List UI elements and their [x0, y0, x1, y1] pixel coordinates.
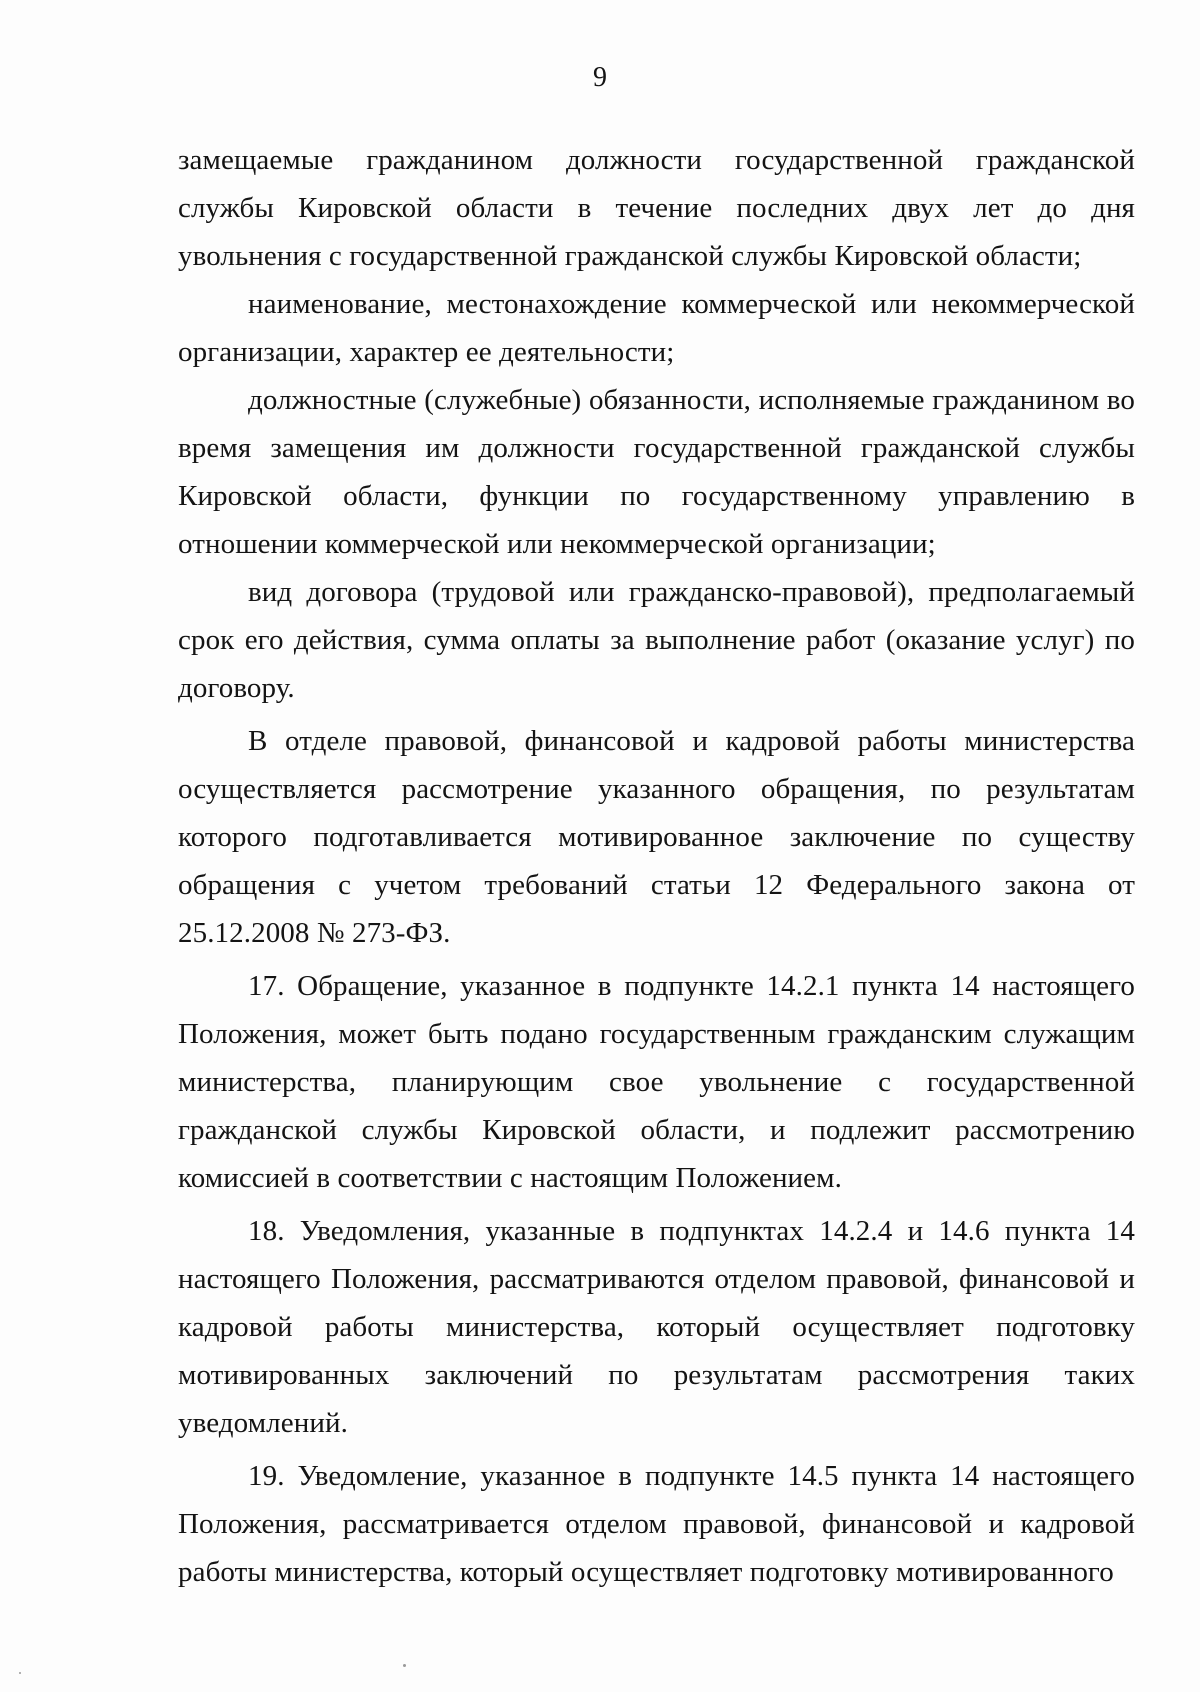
scan-speck: [403, 1664, 406, 1667]
paragraph-item-19: 19. Уведомление, указанное в подпункте 14.5 пункта 14 настоящего Положения, рассматривается отделом правовой, финансовой и кадровой работы министерства, который осуществляет подготовку мотивированного: [178, 1460, 1135, 1588]
paragraph-official-duties: должностные (служебные) обязанности, исполняемые гражданином во время замещения им должности государственной гражданской службы Кировской области, функции по государственному управлению в отношении коммерческой или некоммерческой организации;: [178, 384, 1135, 560]
document-body: [178, 136, 1135, 1596]
page-number: 9: [593, 62, 607, 93]
paragraph-positions-held: замещаемые гражданином должности государственной гражданской службы Кировской области в течение последних двух лет до дня увольнения с государственной гражданской службы Кировской области;: [178, 144, 1135, 272]
paragraph-item-18: 18. Уведомления, указанные в подпунктах 14.2.4 и 14.6 пункта 14 настоящего Положения, рассматриваются отделом правовой, финансовой и кадровой работы министерства, который осуществляет подготовку мотивированных заключений по результатам рассмотрения таких уведомлений.: [178, 1215, 1135, 1439]
paragraph-department-review: В отделе правовой, финансовой и кадровой работы министерства осуществляется рассмотрение указанного обращения, по результатам которого подготавливается мотивированное заключение по существу обращения с учетом требований статьи 12 Федерального закона от 25.12.2008 № 273-ФЗ.: [178, 725, 1135, 949]
paragraph-item-17: 17. Обращение, указанное в подпункте 14.2.1 пункта 14 настоящего Положения, может быть подано государственным гражданским служащим министерства, планирующим свое увольнение с государственной гражданской службы Кировской области, и подлежит рассмотрению комиссией в соответствии с настоящим Положением.: [178, 970, 1135, 1194]
paragraph-organization-name: наименование, местонахождение коммерческой или некоммерческой организации, характер ее деятельности;: [178, 288, 1135, 368]
paragraph-contract-type: вид договора (трудовой или гражданско-правовой), предполагаемый срок его действия, сумма оплаты за выполнение работ (оказание услуг) по договору.: [178, 576, 1135, 704]
scan-speck: [19, 1672, 21, 1674]
